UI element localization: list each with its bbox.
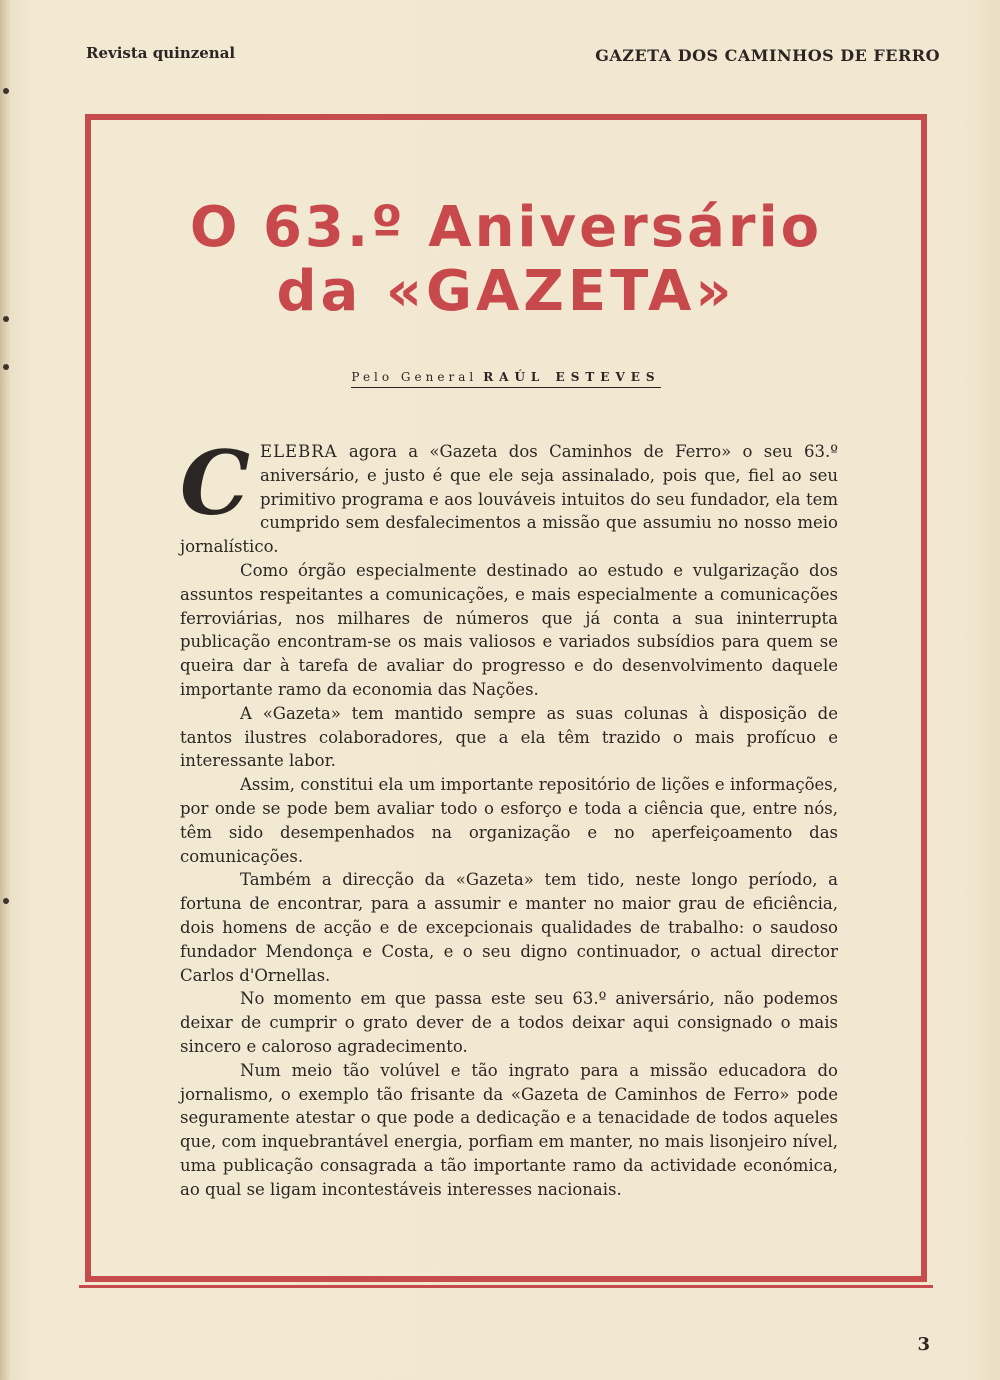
binding-holes xyxy=(0,0,10,1380)
article-paragraph: No momento em que passa este seu 63.º aniversário, não podemos deixar de cumprir o grato dever de a todos deixar aqui consignado o mais sincero e caloroso agradecimento. xyxy=(180,989,838,1056)
byline-rule xyxy=(351,370,660,388)
running-head-left: Revista quinzenal xyxy=(86,44,236,62)
drop-cap: C xyxy=(180,431,251,535)
byline xyxy=(95,366,917,388)
article-paragraph xyxy=(180,431,838,559)
article-paragraph: Como órgão especialmente destinado ao estudo e vulgarização dos assuntos respeitantes a comunicações, e mais especialmente a comunicações ferroviárias, nos milhares de números que já conta a sua ininterrupta publicação encontram-se os mais valiosos e variados subsídios para quem se queira dar à tarefa de avaliar do progresso e do desenvolvimento daquele importante ramo da economia das Nações. xyxy=(180,560,838,699)
binding-hole xyxy=(3,316,9,322)
article-paragraph: Num meio tão volúvel e tão ingrato para a missão educadora do jornalismo, o exemplo tão frisante da «Gazeta de Caminhos de Ferro» pode seguramente atestar o que pode a dedicação e a tenacidade de todos aqueles que, com inquebrantável energia, porfiam em manter, no mais lisonjeiro nível, uma publicação consagrada a tão importante ramo da actividade económica, ao qual se ligam incontestáveis interesses nacionais. xyxy=(180,1060,838,1199)
article-paragraph: Assim, constitui ela um importante repositório de lições e informações, por onde se pode bem avaliar todo o esforço e toda a ciência que, entre nós, têm sido desempenhados na organização e no aperfeiçoamento das comunicações. xyxy=(180,775,838,866)
byline-author: RAÚL ESTEVES xyxy=(483,370,661,384)
binding-hole xyxy=(3,364,9,370)
binding-hole xyxy=(3,88,9,94)
page-number: 3 xyxy=(917,1334,930,1355)
article-body xyxy=(180,431,838,1202)
lead-word: ELEBRA xyxy=(260,442,338,461)
article-paragraph: A «Gazeta» tem mantido sempre as suas colunas à disposição de tantos ilustres colaboradores, que a ela têm trazido o mais profícuo e interessante labor. xyxy=(180,703,838,771)
paragraph-text: agora a «Gazeta dos Caminhos de Ferro» o seu 63.º aniversário, e justo é que ele seja assinalado, pois que, fiel ao seu primitivo programa e aos louváveis intuitos do seu fundador, ela tem cumprido sem desfalecimentos a missão que assumiu no nosso meio jornalístico. xyxy=(180,442,838,557)
article-paragraph: Também a direcção da «Gazeta» tem tido, neste longo período, a fortuna de encontrar, para a assumir e manter no maior grau de eficiência, dois homens de acção e de excepcionais qualidades de trabalho: o saudoso fundador Mendonça e Costa, e o seu digno continuador, o actual director Carlos d'Ornellas. xyxy=(180,870,838,985)
article-title xyxy=(95,196,917,324)
byline-prefix: Pelo General xyxy=(351,370,478,384)
title-line-2: da «GAZETA» xyxy=(276,259,736,324)
running-head-right: GAZETA DOS CAMINHOS DE FERRO xyxy=(595,46,940,65)
title-line-1: O 63.º Aniversário xyxy=(189,195,823,260)
binding-hole xyxy=(3,898,9,904)
